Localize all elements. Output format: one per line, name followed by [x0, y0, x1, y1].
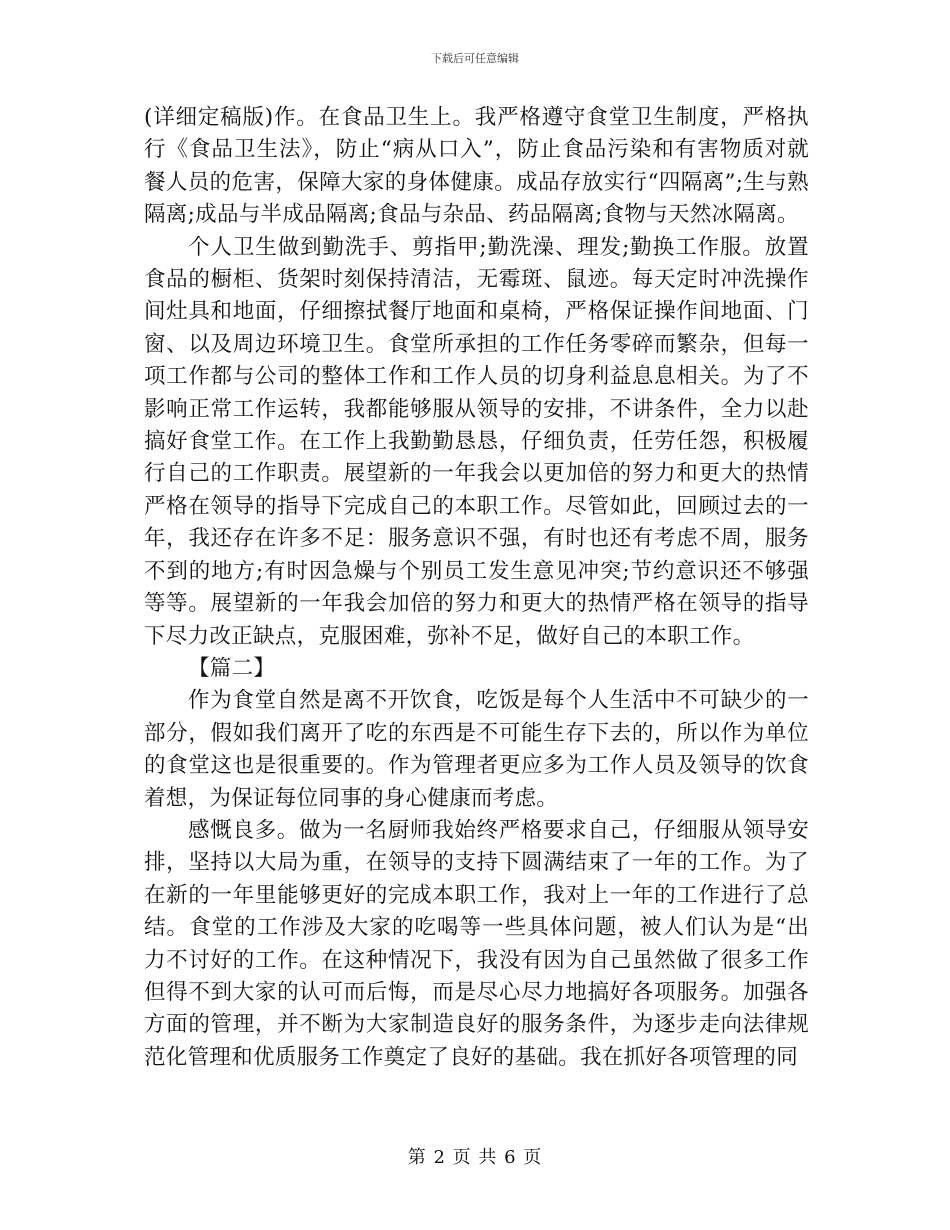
document-body: [144, 102, 809, 1074]
paragraph-personal-hygiene: 个人卫生做到勤洗手、剪指甲;勤洗澡、理发;勤换工作服。放置食品的橱柜、货架时刻保持清洁，无霉斑、鼠迹。每天定时冲洗操作间灶具和地面，仔细擦拭餐厅地面和桌椅，严格保证操作间地面、门窗、以及周边环境卫生。食堂所承担的工作任务零碎而繁杂，但每一项工作都与公司的整体工作和工作人员的切身利益息息相关。为了不影响正常工作运转，我都能够服从领导的安排，不讲条件，全力以赴搞好食堂工作。在工作上我勤勤恳恳，仔细负责，任劳任怨，积极履行自己的工作职责。展望新的一年我会以更加倍的努力和更大的热情严格在领导的指导下完成自己的本职工作。尽管如此，回顾过去的一年，我还存在许多不足：服务意识不强，有时也还有考虑不周，服务不到的地方;有时因急燥与个别员工发生意见冲突;节约意识还不够强等等。展望新的一年我会加倍的努力和更大的热情严格在领导的指导下尽力改正缺点，克服困难，弥补不足，做好自己的本职工作。: [144, 234, 809, 649]
paragraph-canteen-importance: 作为食堂自然是离不开饮食，吃饭是每个人生活中不可缺少的一部分，假如我们离开了吃的东西是不可能生存下去的，所以作为单位的食堂这也是很重要的。作为管理者更应多为工作人员及领导的饮食着想，为保证每位同事的身心健康而考虑。: [144, 688, 809, 811]
page-header: 下载后可任意编辑: [431, 52, 519, 65]
paragraph-chef-reflection: 感慨良多。做为一名厨师我始终严格要求自己，仔细服从领导安排，坚持以大局为重，在领导的支持下圆满结束了一年的工作。为了在新的一年里能够更好的完成本职工作，我对上一年的工作进行了总结。食堂的工作涉及大家的吃喝等一些具体问题，被人们认为是“出力不讨好的工作。在这种情况下，我没有因为自己虽然做了很多工作但得不到大家的认可而后悔，而是尽心尽力地搞好各项服务。加强各方面的管理，并不断为大家制造良好的服务条件，为逐步走向法律规范化管理和优质服务工作奠定了良好的基础。我在抓好各项管理的同: [144, 817, 809, 1070]
paragraph-continued: (详细定稿版)作。在食品卫生上。我严格遵守食堂卫生制度，严格执行《食品卫生法》，防止“病从口入”，防止食品污染和有害物质对就餐人员的危害，保障大家的身体健康。成品存放实行“四隔离”;生与熟隔离;成品与半成品隔离;食品与杂品、药品隔离;食物与天然冰隔离。: [144, 105, 809, 228]
section-heading-part-two: 【篇二】: [188, 655, 276, 681]
page-number: 第 2 页 共 6 页: [407, 1147, 543, 1168]
